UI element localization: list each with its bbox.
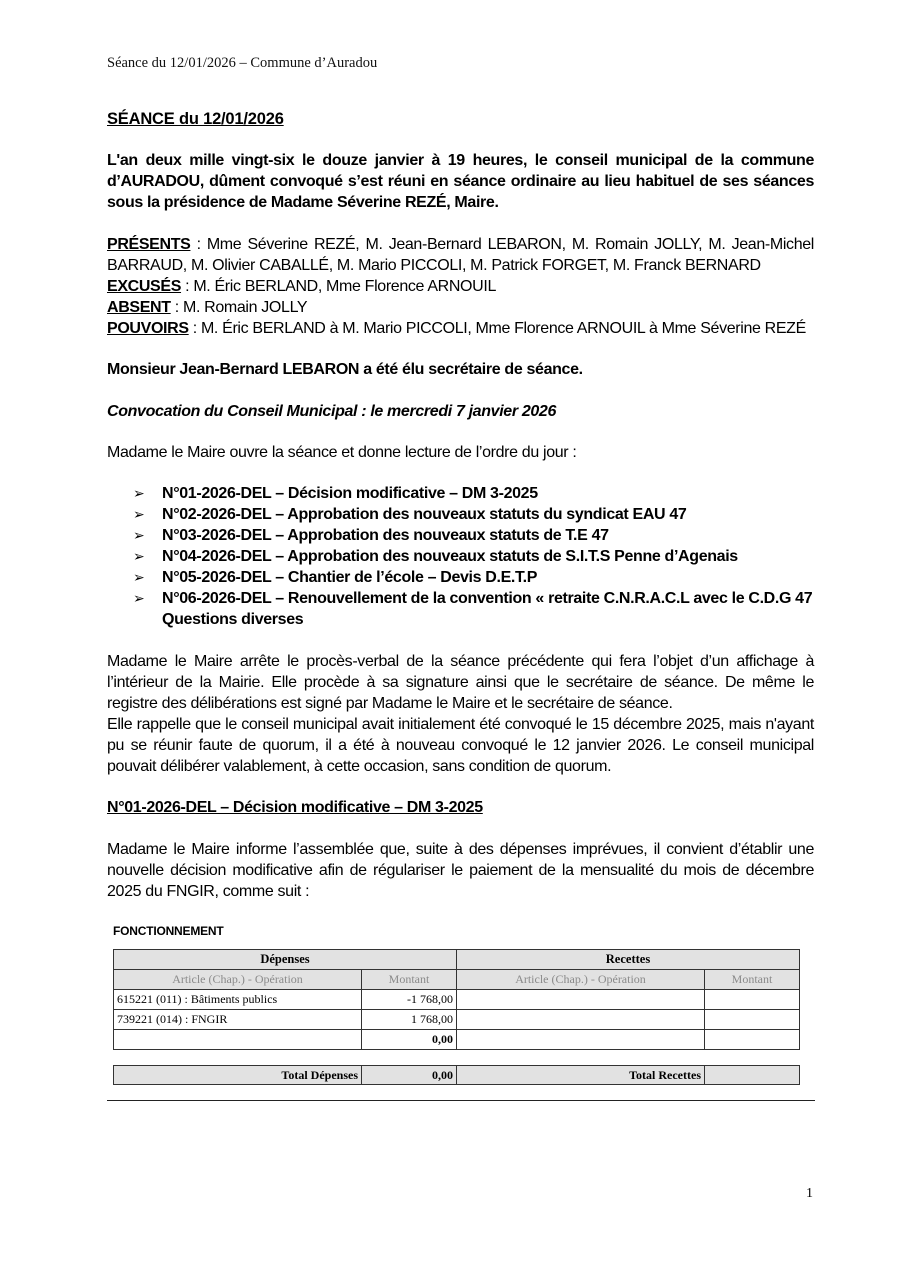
intro-paragraph: L'an deux mille vingt-six le douze janvier à 19 heures, le conseil municipal de la commune d’AURADOU, dûment convoqué s’est réuni en séance ordinaire au lieu habituel de ses séances sous la présidence de Madame Séverine REZÉ, Maire. — [107, 152, 814, 211]
total-depenses-label: Total Dépenses — [114, 1066, 362, 1085]
section-body: Madame le Maire informe l’assemblée que, suite à des dépenses imprévues, il convient d’établir une nouvelle décision modificative afin de régulariser le paiement de la mensualité du mois de décembre 2025 du FNGIR, comme suit : — [107, 841, 814, 900]
pv-paragraph: Madame le Maire arrête le procès-verbal de la séance précédente qui fera l’objet d’un affichage à l’intérieur de la Mairie. Elle procède à sa signature ainsi que le secrétaire de séance. De même le registre des délibérations est signé par Madame le Maire et le secrétaire de séance. — [107, 653, 814, 712]
table-row: 739221 (014) : FNGIR 1 768,00 — [114, 1010, 800, 1030]
section-heading: N°01-2026-DEL – Décision modificative – DM 3-2025 — [107, 799, 483, 816]
agenda-item: ➢ N°03-2026-DEL – Approbation des nouveaux statuts de T.E 47 — [133, 527, 609, 544]
total-depenses-value: 0,00 — [362, 1066, 457, 1085]
arrow-bullet-icon: ➢ — [133, 569, 145, 585]
arrow-bullet-icon: ➢ — [133, 527, 145, 543]
page-number: 1 — [806, 1186, 813, 1201]
arrow-bullet-icon: ➢ — [133, 506, 145, 522]
depenses-header: Dépenses — [114, 950, 457, 970]
total-recettes-label: Total Recettes — [457, 1066, 705, 1085]
agenda-item: ➢ N°06-2026-DEL – Renouvellement de la convention « retraite C.N.R.A.C.L avec le C.D.G 47 — [133, 590, 813, 607]
col-article-rec: Article (Chap.) - Opération — [457, 970, 705, 990]
agenda-item: ➢ N°05-2026-DEL – Chantier de l’école – Devis D.E.T.P — [133, 569, 538, 586]
arrow-bullet-icon: ➢ — [133, 548, 145, 564]
agenda-questions-diverses: Questions diverses — [162, 611, 304, 628]
running-header: Séance du 12/01/2026 – Commune d’Auradou — [107, 55, 378, 71]
divider — [107, 1100, 815, 1101]
arrow-bullet-icon: ➢ — [133, 485, 145, 501]
total-recettes-value — [705, 1066, 800, 1085]
excuses-list: : M. Éric BERLAND, Mme Florence ARNOUIL — [181, 278, 496, 295]
presents-label: PRÉSENTS — [107, 236, 191, 253]
absent-label: ABSENT — [107, 299, 171, 316]
col-article-dep: Article (Chap.) - Opération — [114, 970, 362, 990]
pouvoirs-label: POUVOIRS — [107, 320, 189, 337]
recettes-header: Recettes — [457, 950, 800, 970]
page-title: SÉANCE du 12/01/2026 — [107, 110, 284, 128]
excuses-label: EXCUSÉS — [107, 278, 182, 295]
col-montant-dep: Montant — [362, 970, 457, 990]
pouvoirs-list: : M. Éric BERLAND à M. Mario PICCOLI, Mme Florence ARNOUIL à Mme Séverine REZÉ — [188, 320, 806, 337]
arrow-bullet-icon: ➢ — [133, 590, 145, 606]
agenda-item: ➢ N°01-2026-DEL – Décision modificative – DM 3-2025 — [133, 485, 538, 502]
opening-line: Madame le Maire ouvre la séance et donne lecture de l’ordre du jour : — [107, 444, 577, 461]
fonctionnement-label: FONCTIONNEMENT — [113, 924, 224, 938]
quorum-paragraph: Elle rappelle que le conseil municipal avait initialement été convoqué le 15 décembre 2025, mais n'ayant pu se réunir faute de quorum, il a été à nouveau convoqué le 12 janvier 2026. Le conseil municipal pouvait délibérer valablement, à cette occasion, sans condition de quorum. — [107, 716, 814, 775]
agenda-item: ➢ N°02-2026-DEL – Approbation des nouveaux statuts du syndicat EAU 47 — [133, 506, 687, 523]
table-row: 615221 (011) : Bâtiments publics -1 768,00 — [114, 990, 800, 1010]
col-montant-rec: Montant — [705, 970, 800, 990]
dm-table — [113, 949, 800, 1050]
table-row: 0,00 — [114, 1030, 800, 1050]
agenda-list — [130, 483, 812, 630]
excuses-line — [107, 276, 814, 297]
totals-table — [113, 1065, 800, 1085]
pouvoirs-line — [107, 318, 814, 339]
presents-list: : Mme Séverine REZÉ, M. Jean-Bernard LEBARON, M. Romain JOLLY, M. Jean-Michel BARRAUD, M. Olivier CABALLÉ, M. Mario PICCOLI, M. Patrick FORGET, M. Franck BERNARD — [107, 236, 814, 274]
absent-line — [107, 297, 814, 318]
convocation-line: Convocation du Conseil Municipal : le mercredi 7 janvier 2026 — [107, 403, 557, 420]
attendance-block — [107, 234, 814, 339]
secretary-line: Monsieur Jean-Bernard LEBARON a été élu secrétaire de séance. — [107, 361, 583, 378]
agenda-item: ➢ N°04-2026-DEL – Approbation des nouveaux statuts de S.I.T.S Penne d’Agenais — [133, 548, 738, 565]
absent-list: : M. Romain JOLLY — [170, 299, 308, 316]
presents-line — [107, 234, 814, 276]
